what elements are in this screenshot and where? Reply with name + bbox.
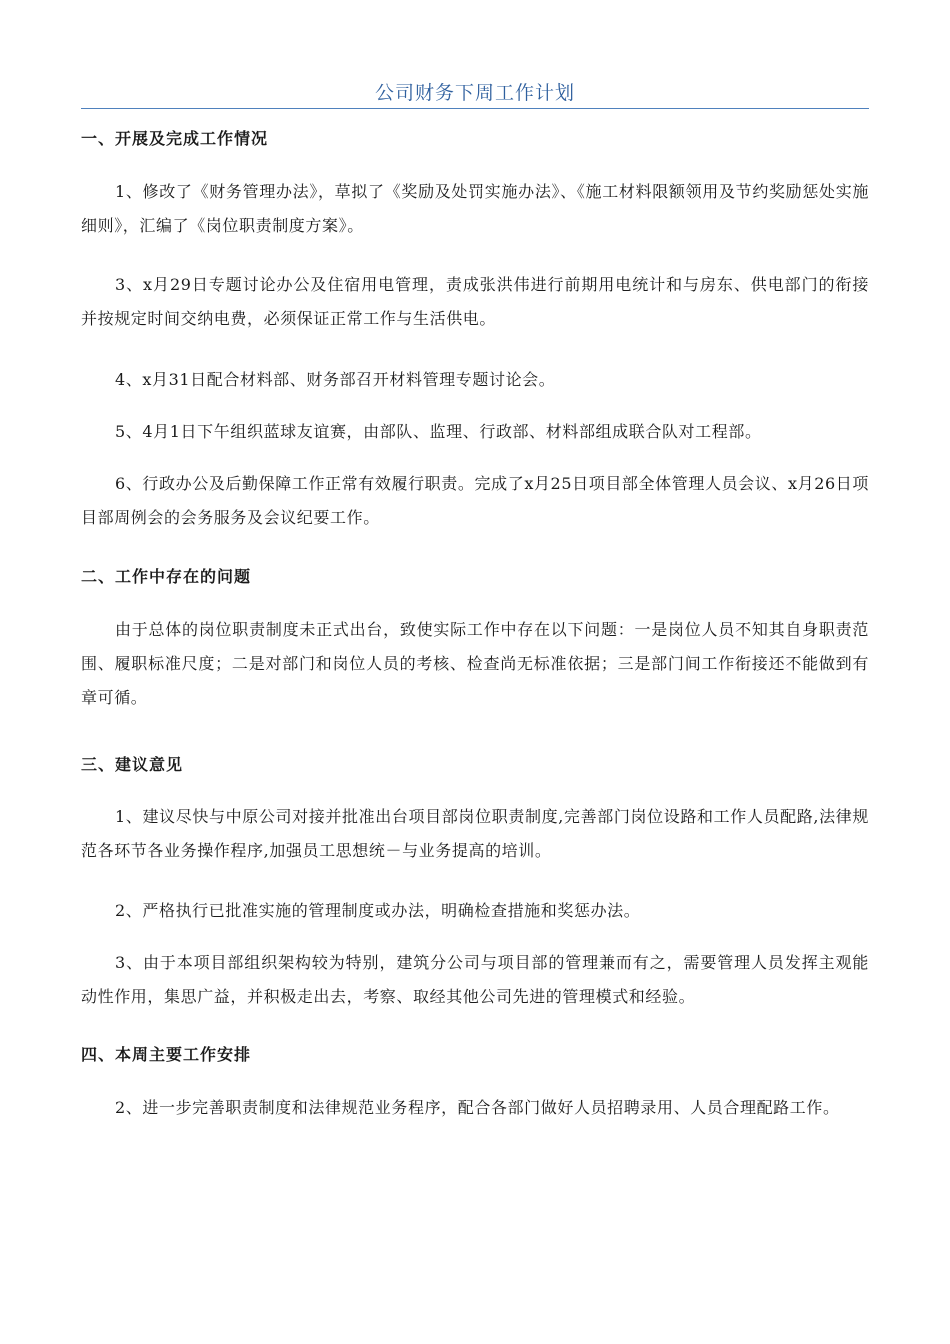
section-4-paragraph-1: 2、进一步完善职责制度和法律规范业务程序，配合各部门做好人员招聘录用、人员合理配路工作。 [115,1098,840,1117]
section-1-paragraph-2: 3、x月29日专题讨论办公及住宿用电管理，责成张洪伟进行前期用电统计和与房东、供电部门的衔接并按规定时间交纳电费，必须保证正常工作与生活供电。 [81,275,869,328]
section-1-paragraph-5: 6、行政办公及后勤保障工作正常有效履行职责。完成了x月25日项目部全体管理人员会议、x月26日项目部周例会的会务服务及会议纪要工作。 [81,474,869,527]
document-title: 公司财务下周工作计划 [374,82,575,104]
section-3-paragraph-2: 2、严格执行已批准实施的管理制度或办法，明确检查措施和奖惩办法。 [115,901,641,920]
section-heading-1: 一、开展及完成工作情况 [81,129,269,148]
section-heading-3: 三、建议意见 [81,755,184,774]
section-3-paragraph-1: 1、建议尽快与中原公司对接并批准出台项目部岗位职责制度,完善部门岗位设路和工作人员配路,法律规范各环节各业务操作程序,加强员工思想统－与业务提高的培训。 [81,807,869,860]
section-1-paragraph-3: 4、x月31日配合材料部、财务部召开材料管理专题讨论会。 [115,370,556,389]
section-2-paragraph-1: 由于总体的岗位职责制度未正式出台，致使实际工作中存在以下问题：一是岗位人员不知其自身职责范围、履职标准尺度；二是对部门和岗位人员的考核、检查尚无标准依据；三是部门间工作衔接还不能做到有章可循。 [81,620,869,707]
section-1-paragraph-1: 1、修改了《财务管理办法》，草拟了《奖励及处罚实施办法》、《施工材料限额领用及节约奖励惩处实施细则》，汇编了《岗位职责制度方案》。 [81,182,869,235]
section-3-paragraph-3: 3、由于本项目部组织架构较为特别，建筑分公司与项目部的管理兼而有之，需要管理人员发挥主观能动性作用，集思广益，并积极走出去，考察、取经其他公司先进的管理模式和经验。 [81,953,869,1006]
section-heading-2: 二、工作中存在的问题 [81,567,252,586]
title-divider [81,108,869,109]
section-heading-4: 四、本周主要工作安排 [81,1045,252,1064]
section-1-paragraph-4: 5、4月1日下午组织蓝球友谊赛，由部队、监理、行政部、材料部组成联合队对工程部。 [115,422,762,441]
